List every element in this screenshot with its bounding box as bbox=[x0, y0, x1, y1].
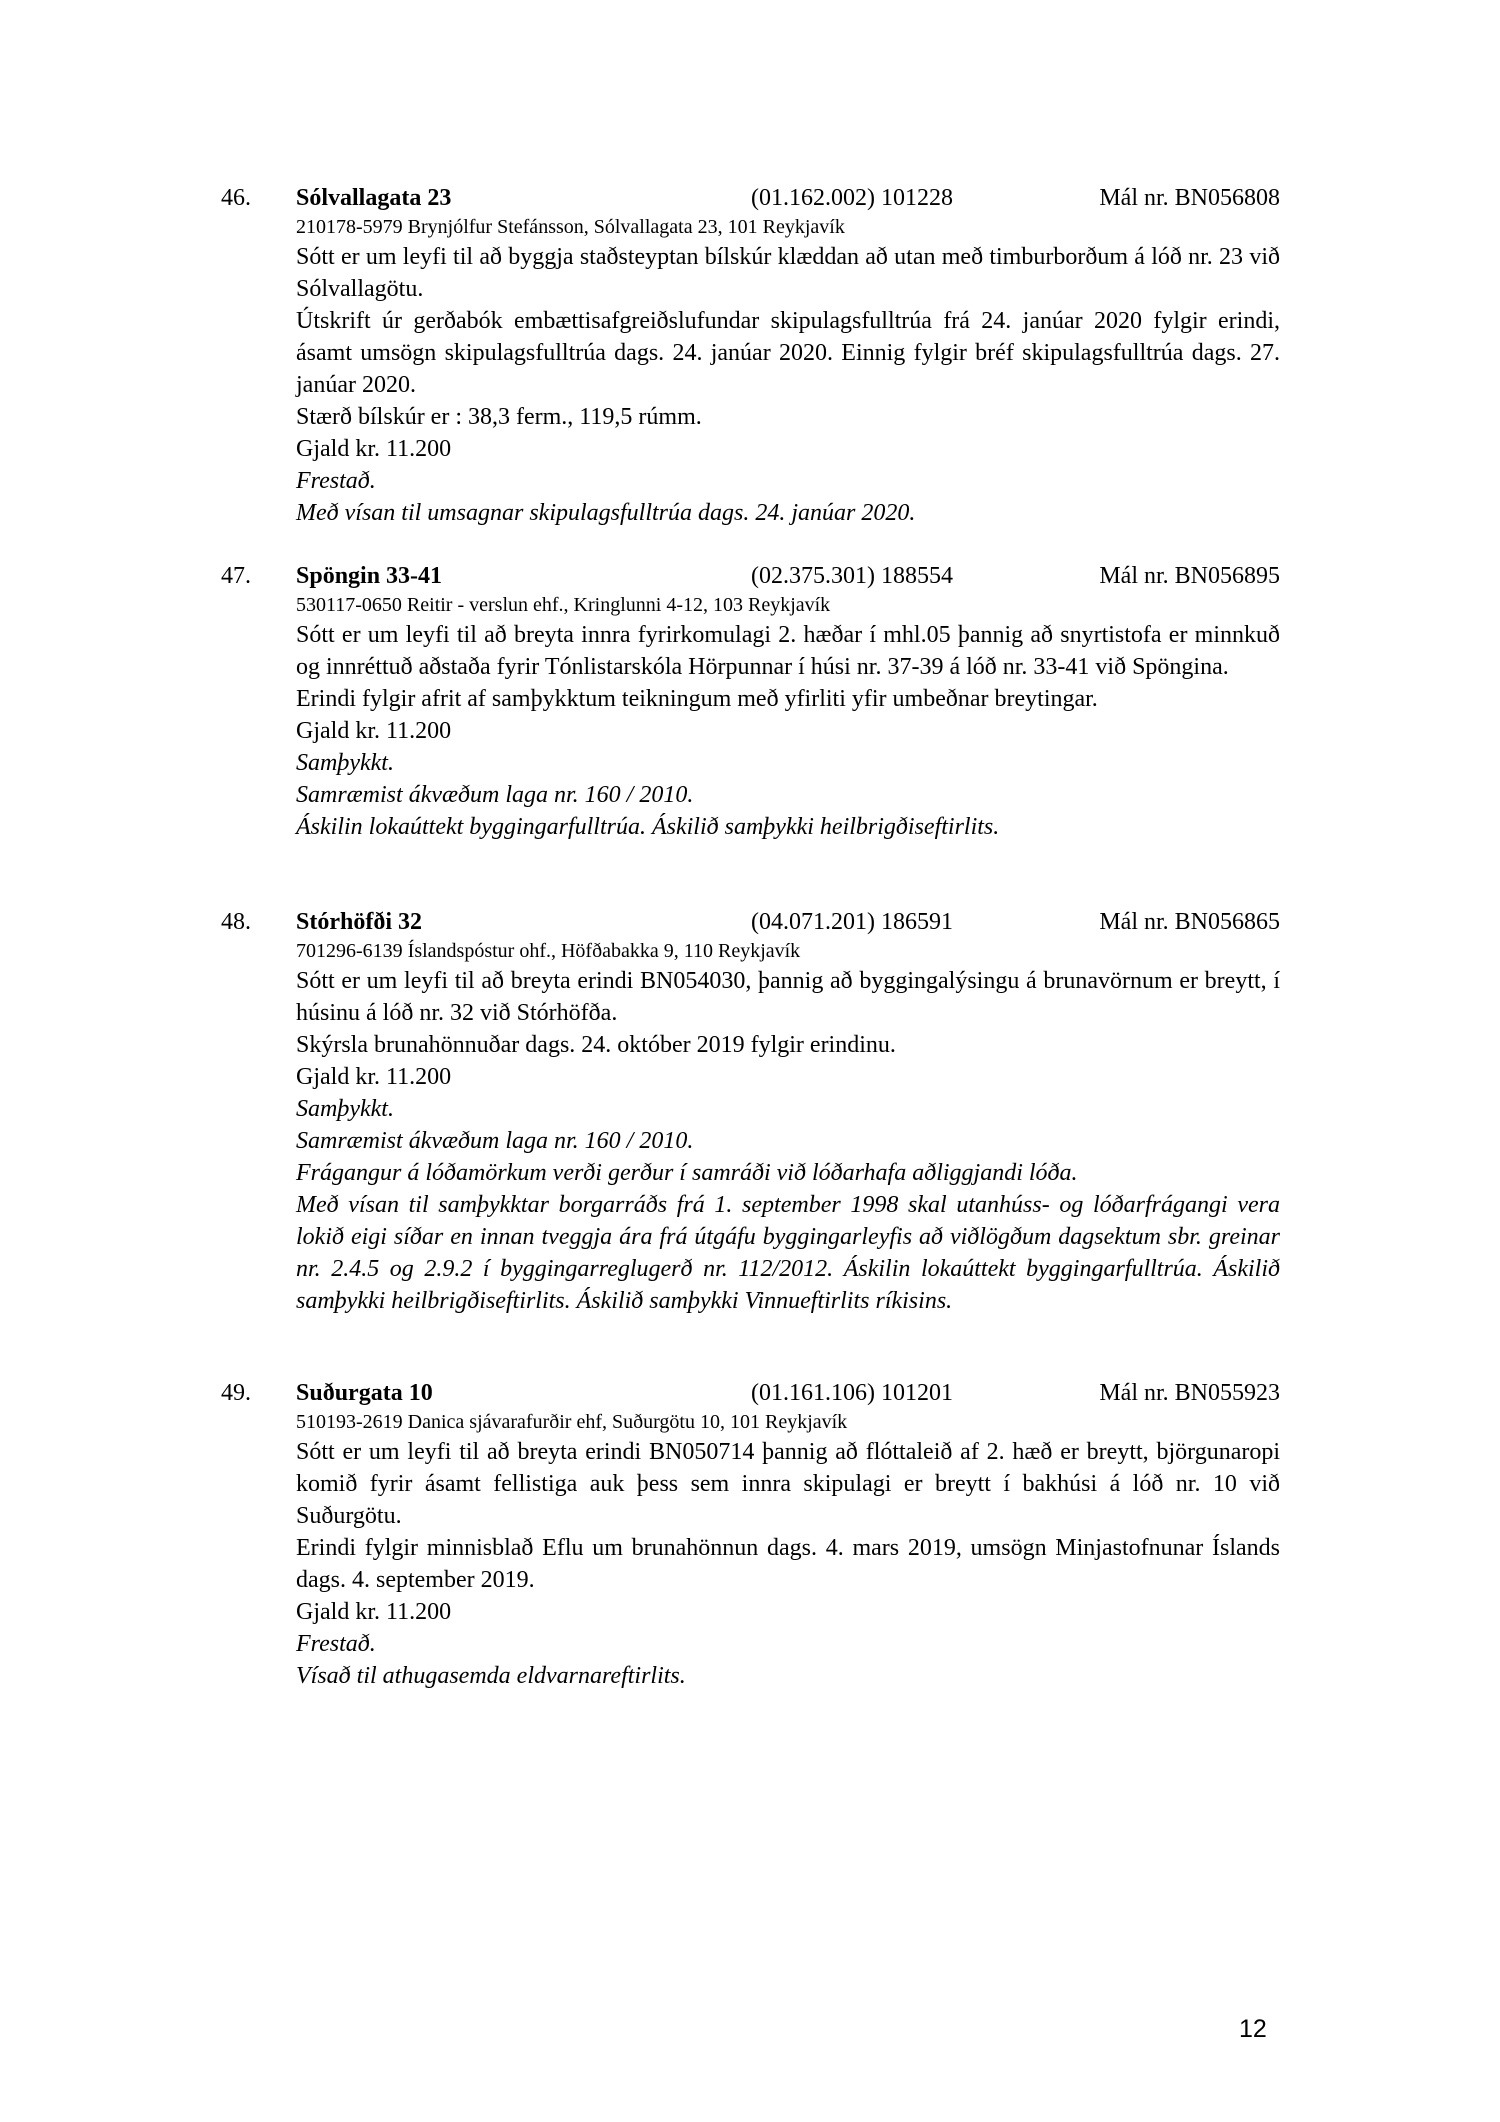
fee-line: Gjald kr. 11.200 bbox=[296, 436, 452, 462]
decision-line: Áskilin lokaúttekt byggingarfulltrúa. Áskilið samþykki heilbrigðiseftirlits. bbox=[296, 814, 1000, 840]
applicant: 510193-2619 Danica sjávarafurðir ehf, Suðurgötu 10, 101 Reykjavík bbox=[296, 1411, 848, 1433]
description-paragraph: Stærð bílskúr er : 38,3 ferm., 119,5 rúmm. bbox=[296, 404, 702, 430]
property-name: Suðurgata 10 bbox=[296, 1380, 433, 1406]
description-paragraph: Sótt er um leyfi til að breyta innra fyrirkomulagi 2. hæðar í mhl.05 þannig að snyrtistofa er minnkuð og innréttuð aðstaða fyrir Tónlistarskóla Hörpunnar í húsi nr. 37-39 á lóð nr. 33-41 við Spöngina. bbox=[296, 622, 1280, 680]
case-entry bbox=[221, 560, 1280, 843]
case-number: Mál nr. BN056865 bbox=[1099, 909, 1280, 935]
description-paragraph: Sótt er um leyfi til að byggja staðsteyptan bílskúr klæddan að utan með timburborðum á lóð nr. 23 við Sólvallagötu. bbox=[296, 244, 1280, 302]
decision-line: Með vísan til umsagnar skipulagsfulltrúa dags. 24. janúar 2020. bbox=[296, 500, 916, 526]
land-reference: (02.375.301) 188554 bbox=[751, 563, 953, 589]
description-paragraph: Sótt er um leyfi til að breyta erindi BN050714 þannig að flóttaleið af 2. hæð er breytt, björgunaropi komið fyrir ásamt fellistiga auk þess sem innra skipulagi er breytt í bakhúsi á lóð nr. 10 við Suðurgötu. bbox=[296, 1439, 1280, 1529]
applicant: 210178-5979 Brynjólfur Stefánsson, Sólvallagata 23, 101 Reykjavík bbox=[296, 216, 845, 238]
entry-body bbox=[296, 592, 1280, 843]
entry-number: 48. bbox=[221, 909, 251, 935]
land-reference: (01.162.002) 101228 bbox=[751, 185, 953, 211]
decision-line: Samræmist ákvæðum laga nr. 160 / 2010. bbox=[296, 782, 694, 808]
fee-line: Gjald kr. 11.200 bbox=[296, 718, 452, 744]
entry-number: 49. bbox=[221, 1380, 251, 1406]
land-reference: (01.161.106) 101201 bbox=[751, 1380, 953, 1406]
case-number: Mál nr. BN056895 bbox=[1099, 563, 1280, 589]
property-name: Stórhöfði 32 bbox=[296, 909, 422, 935]
applicant: 701296-6139 Íslandspóstur ohf., Höfðabakka 9, 110 Reykjavík bbox=[296, 940, 801, 962]
decision-line: Frágangur á lóðamörkum verði gerður í samráði við lóðarhafa aðliggjandi lóða. bbox=[296, 1160, 1078, 1186]
entry-header bbox=[296, 906, 1280, 938]
entry-header bbox=[296, 182, 1280, 214]
applicant: 530117-0650 Reitir - verslun ehf., Kringlunni 4-12, 103 Reykjavík bbox=[296, 594, 831, 616]
decision-line: Frestað. bbox=[296, 1631, 376, 1657]
page-number: 12 bbox=[1239, 2015, 1267, 2043]
fee-line: Gjald kr. 11.200 bbox=[296, 1064, 452, 1090]
case-number: Mál nr. BN056808 bbox=[1099, 185, 1280, 211]
land-reference: (04.071.201) 186591 bbox=[751, 909, 953, 935]
entry-number: 47. bbox=[221, 563, 251, 589]
case-entry bbox=[221, 906, 1280, 1317]
entry-header bbox=[296, 560, 1280, 592]
case-entry bbox=[221, 182, 1280, 529]
description-paragraph: Útskrift úr gerðabók embættisafgreiðslufundar skipulagsfulltrúa frá 24. janúar 2020 fylgir erindi, ásamt umsögn skipulagsfulltrúa dags. 24. janúar 2020. Einnig fylgir bréf skipulagsfulltrúa dags. 27. janúar 2020. bbox=[296, 308, 1280, 398]
fee-line: Gjald kr. 11.200 bbox=[296, 1599, 452, 1625]
decision-line: Samþykkt. bbox=[296, 1096, 394, 1122]
description-paragraph: Sótt er um leyfi til að breyta erindi BN054030, þannig að byggingalýsingu á brunavörnum er breytt, í húsinu á lóð nr. 32 við Stórhöfða. bbox=[296, 968, 1280, 1026]
decision-line: Samþykkt. bbox=[296, 750, 394, 776]
decision-line: Með vísan til samþykktar borgarráðs frá 1. september 1998 skal utanhúss- og lóðarfrágangi vera lokið eigi síðar en innan tveggja ára frá útgáfu byggingarleyfis að viðlögðum dagsektum sbr. greinar nr. 2.4.5 og 2.9.2 í byggingarreglugerð nr. 112/2012. Áskilin lokaúttekt byggingarfulltrúa. Áskilið samþykki heilbrigðiseftirlits. Áskilið samþykki Vinnueftirlits ríkisins. bbox=[296, 1192, 1280, 1314]
entry-body bbox=[296, 214, 1280, 529]
entry-body bbox=[296, 1409, 1280, 1692]
decision-line: Samræmist ákvæðum laga nr. 160 / 2010. bbox=[296, 1128, 694, 1154]
description-paragraph: Skýrsla brunahönnuðar dags. 24. október 2019 fylgir erindinu. bbox=[296, 1032, 896, 1058]
entry-body bbox=[296, 938, 1280, 1317]
decision-line: Frestað. bbox=[296, 468, 376, 494]
entry-number: 46. bbox=[221, 185, 251, 211]
decision-line: Vísað til athugasemda eldvarnareftirlits. bbox=[296, 1663, 686, 1689]
case-entry bbox=[221, 1377, 1280, 1692]
case-number: Mál nr. BN055923 bbox=[1099, 1380, 1280, 1406]
description-paragraph: Erindi fylgir afrit af samþykktum teikningum með yfirliti yfir umbeðnar breytingar. bbox=[296, 686, 1098, 712]
description-paragraph: Erindi fylgir minnisblað Eflu um brunahönnun dags. 4. mars 2019, umsögn Minjastofnunar Íslands dags. 4. september 2019. bbox=[296, 1535, 1280, 1593]
property-name: Spöngin 33-41 bbox=[296, 563, 443, 589]
entry-header bbox=[296, 1377, 1280, 1409]
property-name: Sólvallagata 23 bbox=[296, 185, 452, 211]
